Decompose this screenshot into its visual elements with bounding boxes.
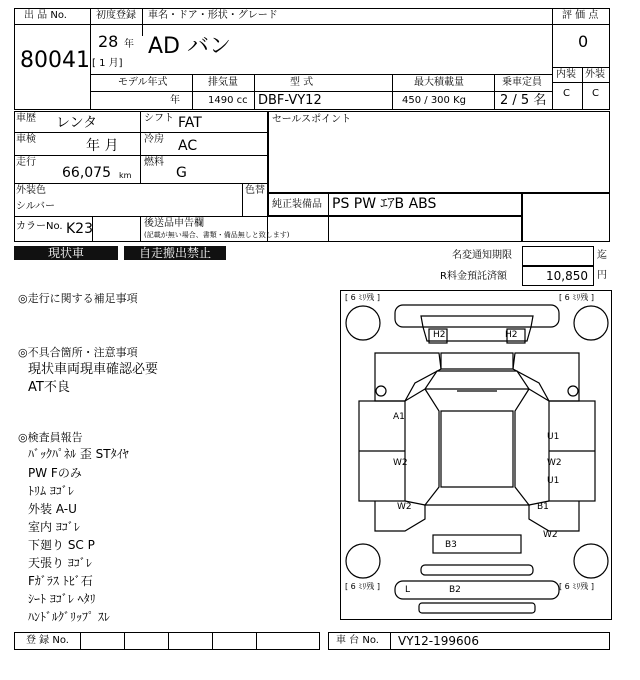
defect-line: AT不良 <box>28 380 70 395</box>
registration-no-label: 登 録 No. <box>26 635 69 646</box>
interior-label: 内装 <box>556 69 576 80</box>
inspector-line: ｼｰﾄ ﾖｺﾞﾚ ﾍﾀﾘ <box>28 592 96 606</box>
mileage-label: 走行 <box>16 157 36 168</box>
inspector-line: Fｶﾞﾗｽ ﾄﾋﾞ石 <box>28 574 93 588</box>
displacement-label: 排気量 <box>208 77 238 88</box>
lot-number: 80041 <box>20 48 90 73</box>
capacity-value: 2 / 5 名 <box>500 93 547 108</box>
inspection-value: 年 月 <box>86 138 119 154</box>
inspector-line: 室内 ﾖｺﾞﾚ <box>28 520 80 534</box>
car-name: AD バン <box>148 34 231 59</box>
capacity-label: 乗車定員 <box>502 77 542 88</box>
equipment-value: PS PW ｴｱB ABS <box>332 196 437 212</box>
equipment-label: 純正装備品 <box>272 199 322 210</box>
recolor-label: 色替 <box>245 185 265 196</box>
damage-mark-h2-left: H2 <box>433 330 446 340</box>
shift-label: シフト <box>144 113 174 124</box>
inspector-line: 下廻り SC P <box>28 538 95 552</box>
tire-depth-rear-right: [ 6 ﾐﾘ残 ] <box>559 582 594 591</box>
color-value: シルバー <box>16 201 56 212</box>
driving-notes-title: ◎走行に関する補足事項 <box>18 292 138 305</box>
shift-value: FAT <box>178 115 202 131</box>
damage-mark-a1: A1 <box>393 412 405 422</box>
rating-label: 評 価 点 <box>562 10 599 21</box>
mileage-value: 66,075 <box>62 165 111 181</box>
chassis-no-value: VY12-199606 <box>398 634 479 648</box>
color-no-label: カラーNo. <box>16 221 63 232</box>
no-self-drive-tag: 自走搬出禁止 <box>124 246 226 260</box>
registration-year-unit: 年 <box>124 39 134 50</box>
car-outline-diagram <box>341 291 613 621</box>
name-change-unit: 迄 <box>597 250 607 261</box>
interior-grade: C <box>563 88 570 99</box>
color-label: 外装色 <box>16 185 46 196</box>
after-delivery-label: 後送品申告欄 <box>144 218 204 229</box>
model-type-value: DBF-VY12 <box>258 93 322 108</box>
history-label: 車歴 <box>16 113 36 124</box>
color-no-value: K23 <box>66 221 93 237</box>
name-change-box <box>522 246 594 266</box>
inspection-label: 車検 <box>16 134 36 145</box>
defect-line: 現状車両現車確認必要 <box>28 362 159 377</box>
inspector-line: ﾄﾘﾑ ﾖｺﾞﾚ <box>28 484 74 498</box>
displacement-value: 1490 cc <box>208 95 248 106</box>
max-load-label: 最大積載量 <box>414 77 464 88</box>
damage-mark-b3: B3 <box>445 540 457 550</box>
recycle-label: R料金預託済額 <box>440 271 507 282</box>
registration-month: [ 1 月] <box>92 58 123 69</box>
recycle-value: 10,850 <box>546 269 588 283</box>
inspector-line: 外装 A-U <box>28 502 77 516</box>
inspector-line: ﾊﾞｯｸﾊﾟﾈﾙ 歪 STﾀｲﾔ <box>28 447 129 461</box>
damage-mark-u1-lower: U1 <box>547 476 560 486</box>
defect-title: ◎不具合箇所・注意事項 <box>18 346 138 359</box>
name-change-label: 名変通知期限 <box>452 250 512 261</box>
first-registration-label: 初度登録 <box>96 10 136 21</box>
model-type-label: 型 式 <box>290 77 314 88</box>
ac-label: 冷房 <box>144 134 164 145</box>
exterior-label: 外装 <box>585 69 605 80</box>
damage-mark-w2-lower-right: W2 <box>543 530 558 540</box>
history-value: レンタ <box>56 115 98 131</box>
damage-mark-b2: B2 <box>449 585 461 595</box>
remarks-section <box>18 293 318 628</box>
chassis-no-label: 車 台 No. <box>336 635 379 646</box>
damage-mark-w2-right: W2 <box>547 458 562 468</box>
lot-label: 出 品 No. <box>24 10 67 21</box>
tire-depth-rear-left: [ 6 ﾐﾘ残 ] <box>345 582 380 591</box>
max-load-value: 450 / 300 Kg <box>402 95 466 106</box>
registration-year: 28 <box>98 32 119 51</box>
damage-mark-w2-left: W2 <box>393 458 408 468</box>
tire-depth-front-right: [ 6 ﾐﾘ残 ] <box>559 293 594 302</box>
mileage-unit: km <box>119 171 132 180</box>
model-year-unit: 年 <box>170 95 180 106</box>
fuel-value: G <box>176 165 187 181</box>
inspector-line: PW Fのみ <box>28 466 82 480</box>
current-condition-tag: 現状車 <box>14 246 118 260</box>
damage-mark-u1-upper: U1 <box>547 432 560 442</box>
inspector-line: 天張り ﾖｺﾞﾚ <box>28 556 92 570</box>
model-year-label: モデル年式 <box>118 77 168 88</box>
recycle-unit: 円 <box>597 270 607 281</box>
damage-mark-w2-lower-left: W2 <box>397 502 412 512</box>
extra-box-right <box>522 193 610 242</box>
rating-value: 0 <box>578 32 589 51</box>
damage-mark-b1: B1 <box>537 502 549 512</box>
damage-mark-l: L <box>405 585 411 595</box>
tire-depth-front-left: [ 6 ﾐﾘ残 ] <box>345 293 380 302</box>
sales-point-label: セールスポイント <box>272 114 352 125</box>
car-name-label: 車名・ドア・形状・グレード <box>148 10 278 21</box>
damage-mark-h2-right: H2 <box>505 330 518 340</box>
after-delivery-note: (記載が無い場合、書類・備品無しと致します) <box>144 231 290 239</box>
inspector-line: ﾊﾝﾄﾞﾙｸﾞﾘｯﾌﾟ ｽﾚ <box>28 610 110 624</box>
ac-value: AC <box>178 138 198 154</box>
exterior-grade: C <box>592 88 599 99</box>
inspector-title: ◎検査員報告 <box>18 431 83 444</box>
car-diagram-frame <box>340 290 612 620</box>
fuel-label: 燃料 <box>144 157 164 168</box>
